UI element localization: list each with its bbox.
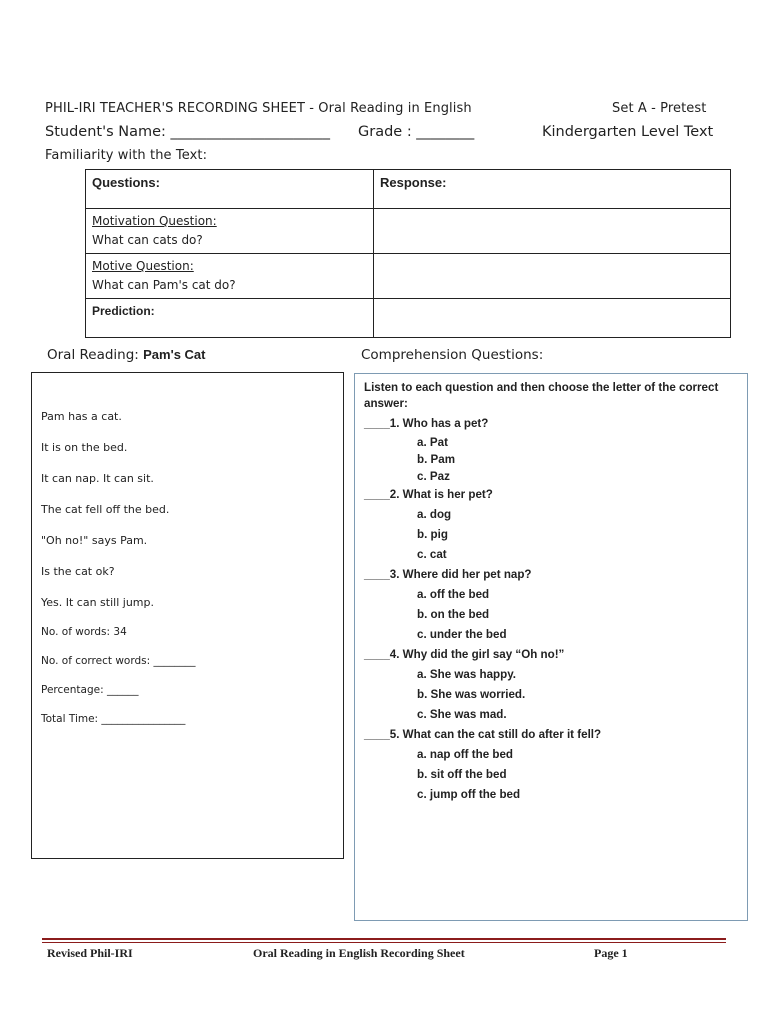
sheet-title: PHIL-IRI TEACHER'S RECORDING SHEET - Oral Reading in English — [45, 101, 472, 116]
motive-question-label: Motive Question: — [92, 259, 194, 273]
question-2: ____2. What is her pet? — [364, 488, 493, 501]
correct-words-field: No. of correct words: ________ — [41, 655, 196, 667]
answer-option: c. under the bed — [417, 628, 507, 641]
familiarity-table — [85, 169, 731, 338]
comprehension-heading: Comprehension Questions: — [361, 347, 544, 363]
passage-line: It can nap. It can sit. — [41, 472, 154, 485]
question-4: ____4. Why did the girl say “Oh no!” — [364, 648, 565, 661]
question-5: ____5. What can the cat still do after it fell? — [364, 728, 602, 741]
prediction-label: Prediction: — [92, 304, 155, 318]
answer-option: a. She was happy. — [417, 668, 517, 681]
table-row — [86, 254, 731, 299]
familiarity-label: Familiarity with the Text: — [45, 148, 208, 163]
passage-line: Is the cat ok? — [41, 565, 115, 578]
answer-option: b. sit off the bed — [417, 768, 507, 781]
answer-option: b. Pam — [417, 453, 456, 466]
response-cell — [374, 254, 731, 299]
student-name-field: Student's Name: ______________________ — [45, 124, 331, 140]
motivation-question-text: What can cats do? — [92, 233, 203, 247]
passage-line: "Oh no!" says Pam. — [41, 534, 148, 547]
answer-option: c. cat — [417, 548, 447, 561]
answer-option: b. on the bed — [417, 608, 490, 621]
table-row — [86, 299, 731, 338]
answer-option: a. off the bed — [417, 588, 490, 601]
word-count: No. of words: 34 — [41, 626, 127, 638]
passage-line: The cat fell off the bed. — [41, 503, 170, 516]
answer-option: a. Pat — [417, 436, 448, 449]
table-row — [86, 209, 731, 254]
footer-left: Revised Phil-IRI — [47, 946, 133, 960]
percentage-field: Percentage: ______ — [41, 684, 139, 696]
response-cell — [374, 299, 731, 338]
answer-option: a. dog — [417, 508, 452, 521]
question-3: ____3. Where did her pet nap? — [364, 568, 532, 581]
answer-option: b. pig — [417, 528, 448, 541]
passage-line: Pam has a cat. — [41, 410, 122, 423]
response-header: Response: — [380, 175, 447, 190]
footer-rule-thin — [42, 942, 726, 943]
response-cell — [374, 209, 731, 254]
answer-option: b. She was worried. — [417, 688, 526, 701]
comprehension-box — [354, 373, 748, 921]
grade-field: Grade : ________ — [358, 124, 475, 140]
passage-line: It is on the bed. — [41, 441, 128, 454]
passage-line: Yes. It can still jump. — [41, 596, 154, 609]
answer-option: c. She was mad. — [417, 708, 507, 721]
question-1: ____1. Who has a pet? — [364, 417, 489, 430]
table-header-row — [86, 170, 731, 209]
answer-option: c. jump off the bed — [417, 788, 521, 801]
answer-option: a. nap off the bed — [417, 748, 513, 761]
motivation-question-label: Motivation Question: — [92, 214, 217, 228]
motive-question-text: What can Pam's cat do? — [92, 278, 236, 292]
questions-header: Questions: — [92, 175, 160, 190]
level-label: Kindergarten Level Text — [542, 124, 714, 140]
story-title: Pam's Cat — [143, 347, 206, 362]
reading-passage-box — [31, 372, 344, 859]
oral-reading-label: Oral Reading — [47, 347, 135, 363]
footer-rule — [42, 938, 726, 940]
footer-center: Oral Reading in English Recording Sheet — [253, 946, 465, 960]
comprehension-instructions: Listen to each question and then choose the letter of the correct answer: — [364, 381, 719, 410]
oral-reading-heading: Oral Reading: Pam's Cat — [47, 347, 206, 363]
set-label: Set A - Pretest — [612, 101, 707, 116]
total-time-field: Total Time: ________________ — [41, 713, 186, 725]
answer-option: c. Paz — [417, 470, 450, 483]
page-number: Page 1 — [594, 946, 628, 960]
